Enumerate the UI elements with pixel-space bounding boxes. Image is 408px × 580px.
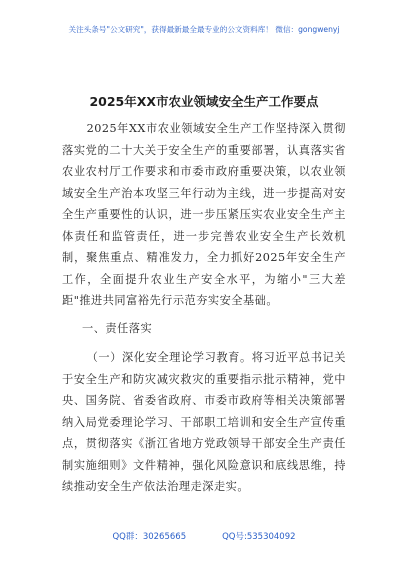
footer-qq: QQ号:535304092 (222, 532, 296, 542)
section-paragraph: （一）深化安全理论学习教育。将习近平总书记关于安全生产和防灾减灾救灾的重要指示批示精神，党中央、国务院、省委省政府、市委市政府等相关决策部署纳入局党委理论学习、干部职工培训和安全生产宣传重点，贯彻落实《浙江省地方党政领导干部安全生产责任制实施细则》文件精神，强化风险意识和底线思维，持续推动安全生产依法治理走深走实。 (62, 351, 346, 493)
header-banner (0, 0, 408, 58)
section-heading: 一、责任落实 (82, 322, 153, 335)
section-paragraph-block (62, 347, 346, 498)
intro-paragraph: 2025年XX市农业领域安全生产工作坚持深入贯彻落实党的二十大关于安全生产的重要部署，认真落实省农业农村厅工作要求和市委市政府重要决策，以农业领域安全生产治本攻坚三年行动为主线，进一步提高对安全生产重要性的认识，进一步压紧压实农业安全生产主体责任和监管责任，进一步完善农业安全生产长效机制，聚焦重点、精准发力，全力抓好2025年安全生产工作，全面提升农业生产安全水平，为缩小"三大差距"推进共同富裕先行示范夯实安全基础。 (62, 122, 346, 307)
footer-contact (0, 530, 408, 542)
document-title: 2025年XX市农业领域安全生产工作要点 (89, 94, 319, 109)
footer-qq-group: QQ群：30265665 (112, 532, 187, 542)
intro-paragraph-block (62, 118, 346, 312)
banner-text: 关注头条号"公文研究"，获得最新最全最专业的公文资料库！ 微信：gongwenyj (68, 24, 340, 34)
